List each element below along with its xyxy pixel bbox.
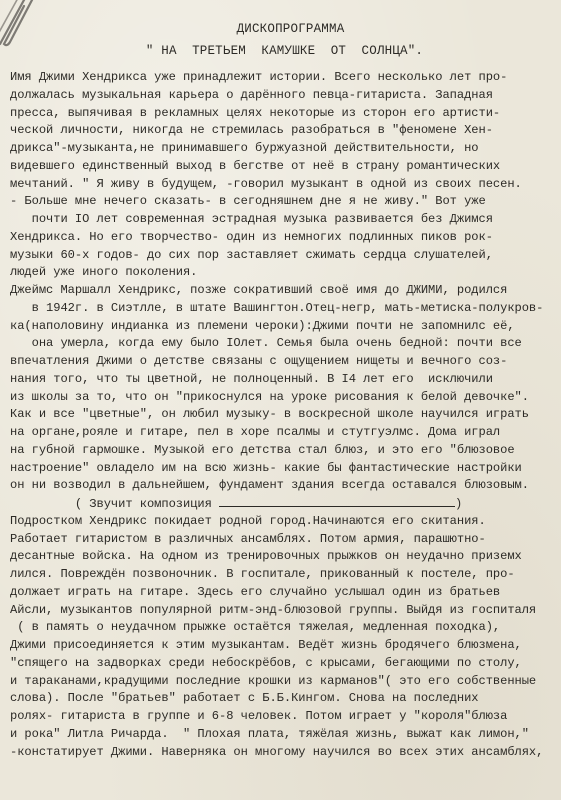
text-line: на органе,рояле и гитаре, пел в хоре псалмы и стутгуэлмс. Дома играл <box>10 425 501 439</box>
text-line: Айсли, музыкантов популярной ритм-энд-блюзовой группы. Выйдя из госпиталя <box>10 602 537 617</box>
text-line: он ни возводил в дальнейшем, фундамент здания всегда оставался блюзовым. <box>10 478 529 493</box>
text-line: на губной гармошке. Музыкой его детства стал блюз, и это его "блюзовое <box>10 442 515 457</box>
composition-prefix: ( Звучит композиция <box>10 497 220 511</box>
text-line: и рока" Литла Ричарда. " Плохая плата, тяжёлая жизнь, выжат как лимон," <box>10 726 529 741</box>
document-subtitle: " НА ТРЕТЬЕМ КАМУШКЕ ОТ СОЛНЦА". <box>145 44 424 58</box>
text-line: пресса, выпячивая в рекламных целях некоторые из сторон его артисти- <box>10 105 501 120</box>
text-line: ( в память о неудачном прыжке остаётся тяжелая, медленная походка), <box>10 620 501 635</box>
text-line: десантные войска. На одном из тренировочных прыжков он неудачно приземх <box>10 549 522 564</box>
text-line: должалась музыкальная карьера о дарённого певца-гитариста. Западная <box>10 87 493 102</box>
composition-suffix: ) <box>455 497 463 511</box>
text-line: Работает гитаристом в различных ансамблях. Потом армия, парашютно- <box>10 531 486 546</box>
text-line: почти IO лет современная эстрадная музыка развивается без Джимся <box>10 212 493 226</box>
text-line: она умерла, когда ему было IOлет. Семья была очень бедной: почти все <box>10 336 522 351</box>
text-line: людей уже иного поколения. <box>10 265 198 280</box>
text-line: Джими присоединяется к этим музыкантам. Ведёт жизнь бродячего блюзмена, <box>10 638 522 652</box>
text-line: нания того, что ты цветной, не полноценный. В I4 лет его исключили <box>10 371 493 386</box>
composition-line <box>10 495 558 513</box>
text-line: Как и все "цветные", он любил музыку- в воскресной школе научился играть <box>10 407 529 422</box>
document-body <box>10 69 558 761</box>
text-line: должает играть на гитаре. Здесь его случайно услышал один из братьев <box>10 584 501 599</box>
text-line: "спящего на задворках среди небоскрёбов, с крысами, бегающими по столу, <box>10 655 522 670</box>
text-line: мечтаний. " Я живу в будущем, -говорил музыкант в одной из своих песен. <box>10 176 522 191</box>
text-line: видевшего единственный выход в бегстве от неё в страну романтических <box>10 158 501 173</box>
text-line: из школы за то, что он "прикоснулся на уроке рисования к белой девочке". <box>10 389 529 404</box>
text-line: лился. Повреждён позвоночник. В госпитале, прикованный к постеле, про- <box>10 567 515 581</box>
text-line: дрикса"-музыканта,не принимавшего буржуазной действительности, но <box>10 141 479 155</box>
document-title: ДИСКОПРОГРАММА <box>236 22 345 36</box>
text-line: впечатления Джими о детстве связаны с ощущением нищеты и вечного соз- <box>10 354 508 368</box>
text-line: настроение" овладело им на всю жизнь- какие бы фантастические настройки <box>10 460 522 475</box>
text-line: Джеймс Маршалл Хендрикс, позже сокративший своё имя до ДЖИМИ, родился <box>10 283 508 297</box>
text-line: слова). После "братьев" работает с Б.Б.Кингом. Снова на последних <box>10 691 479 706</box>
text-line: ка(наполовину индианка из племени чероки):Джими почти не запомнилс её, <box>10 318 515 333</box>
text-line: ческой личности, никогда не стремилась разобраться в "феномене Хен- <box>10 123 493 138</box>
text-line: - Больше мне нечего сказать- в сегодняшнем дне я не живу." Вот уже <box>10 194 486 209</box>
text-line: ролях- гитариста в группе и 6-8 человек. Потом играет у "короля"блюза <box>10 709 508 723</box>
text-line: Хендрикса. Но его творчество- один из немногих подлинных пиков рок- <box>10 229 493 244</box>
text-line: Имя Джими Хендрикса уже принадлежит истории. Всего несколько лет про- <box>10 70 508 84</box>
text-line: и тараканами,крадущими последние крошки из карманов"( это его собственные <box>10 673 537 688</box>
text-line: -констатирует Джими. Наверняка он многому научился во всех этих ансамблях, <box>10 744 544 759</box>
text-line: музыки 60-х годов- до сих пор заставляет сжимать сердца слушателей, <box>10 247 493 262</box>
text-line: Подростком Хендрикс покидает родной город.Начинаются его скитания. <box>10 513 486 528</box>
text-line: в 1942г. в Сиэтлле, в штате Вашингтон.Отец-негр, мать-метиска-полукров- <box>10 300 544 315</box>
composition-blank <box>219 495 455 507</box>
